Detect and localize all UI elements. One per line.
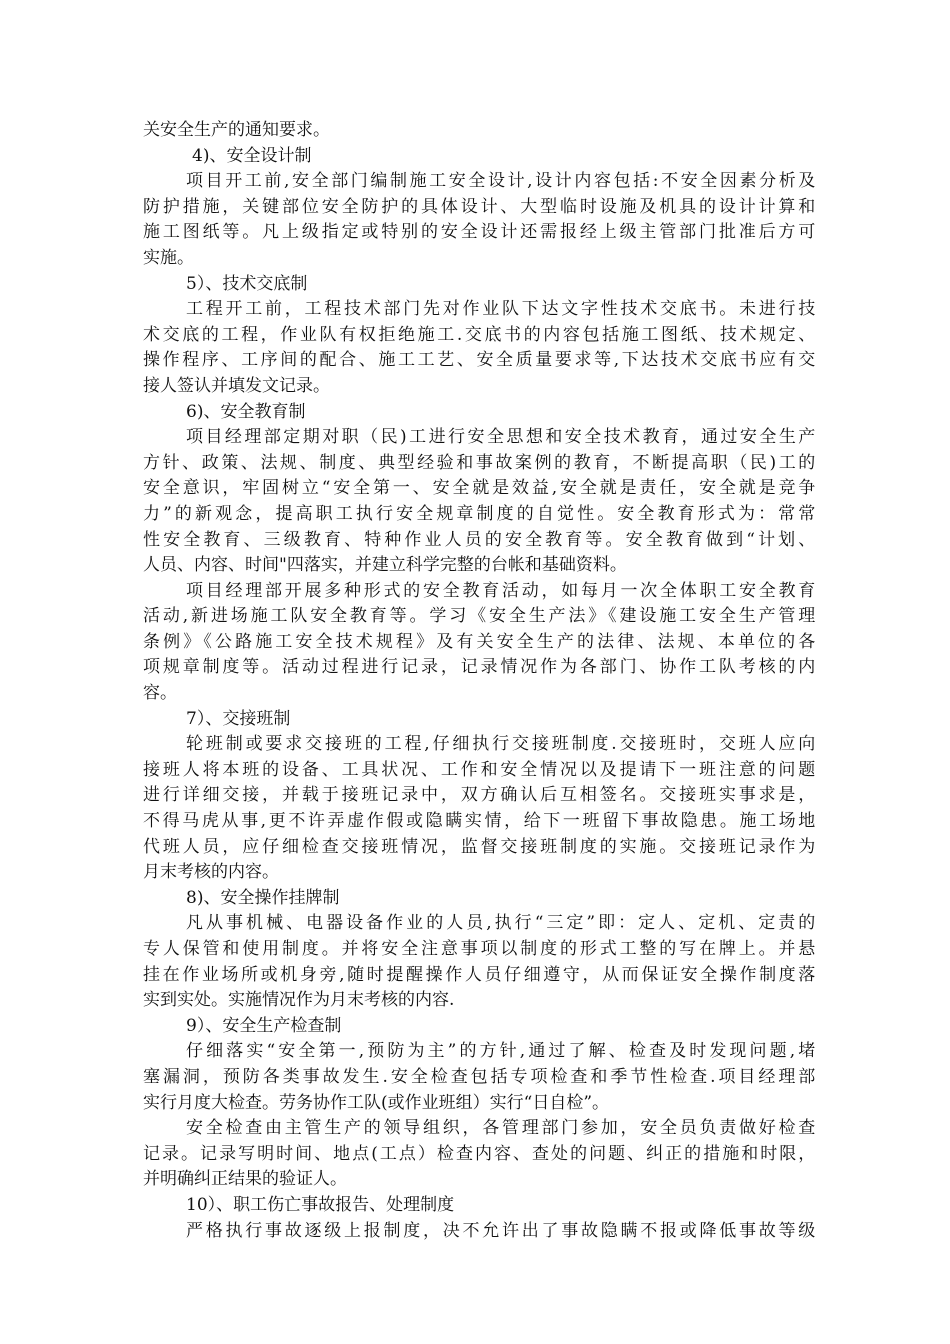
text-line: 实到实处。实施情况作为月末考核的内容. xyxy=(143,990,455,1011)
section-heading-6: 6)、安全教育制 xyxy=(186,401,306,422)
text-line: 项目经理部定期对职（民)工进行安全思想和安全技术教育，通过安全生产 xyxy=(186,427,815,448)
text-line: 轮班制或要求交接班的工程,仔细执行交接班制度.交接班时，交班人应向 xyxy=(186,734,815,755)
text-line: 力”的新观念，提高职工执行安全规章制度的自觉性。安全教育形式为：常常 xyxy=(143,503,815,524)
section-heading-7: 7）、交接班制 xyxy=(186,708,291,729)
text-line: 不得马虎从事,更不许弄虚作假或隐瞒实情，给下一班留下事故隐患。施工场地 xyxy=(143,811,815,832)
text-line: 月末考核的内容。 xyxy=(143,862,279,883)
text-line: 安全检查由主管生产的领导组织，各管理部门参加，安全员负责做好检查 xyxy=(186,1118,815,1139)
text-line: 实施。 xyxy=(143,247,194,268)
text-line: 性安全教育、三级教育、特种作业人员的安全教育等。安全教育做到“计划、 xyxy=(143,529,815,550)
text-line: 条例》《公路施工安全技术规程》及有关安全生产的法律、法规、本单位的各 xyxy=(143,631,815,652)
text-line: 术交底的工程，作业队有权拒绝施工.交底书的内容包括施工图纸、技术规定、 xyxy=(143,324,815,345)
section-heading-5: 5）、技术交底制 xyxy=(186,273,308,294)
text-line: 施工图纸等。凡上级指定或特别的安全设计还需报经上级主管部门批准后方可 xyxy=(143,222,815,243)
text-line: 项目经理部开展多种形式的安全教育活动，如每月一次全体职工安全教育 xyxy=(186,580,815,601)
text-line: 工程开工前，工程技术部门先对作业队下达文字性技术交底书。未进行技 xyxy=(186,299,815,320)
text-line: 挂在作业场所或机身旁,随时提醒操作人员仔细遵守，从而保证安全操作制度落 xyxy=(143,964,815,985)
text-line: 防护措施，关键部位安全防护的具体设计、大型临时设施及机具的设计计算和 xyxy=(143,196,815,217)
section-heading-9: 9）、安全生产检查制 xyxy=(186,1015,342,1036)
text-line: 项目开工前,安全部门编制施工安全设计,设计内容包括:不安全因素分析及 xyxy=(186,171,815,192)
text-line: 实行月度大检查。劳务协作工队(或作业班组）实行“日自检”。 xyxy=(143,1092,610,1113)
text-line: 项规章制度等。活动过程进行记录，记录情况作为各部门、协作工队考核的内 xyxy=(143,657,815,678)
section-heading-8: 8)、安全操作挂牌制 xyxy=(186,887,340,908)
text-line: 塞漏洞，预防各类事故发生.安全检查包括专项检查和季节性检查.项目经理部 xyxy=(143,1066,815,1087)
text-line: 严格执行事故逐级上报制度，决不允许出了事故隐瞒不报或降低事故等级 xyxy=(186,1220,815,1241)
text-line: 安全意识，牢固树立“安全第一、安全就是效益,安全就是责任，安全就是竞争 xyxy=(143,478,815,499)
text-line: 凡从事机械、电器设备作业的人员,执行“三定”即：定人、定机、定责的 xyxy=(186,913,815,934)
text-line: 操作程序、工序间的配合、施工工艺、安全质量要求等,下达技术交底书应有交 xyxy=(143,350,815,371)
text-line: 接班人将本班的设备、工具状况、工作和安全情况以及提请下一班注意的问题 xyxy=(143,759,815,780)
text-line: 人员、内容、时间"四落实，并建立科学完整的台帐和基础资料。 xyxy=(143,555,627,576)
text-line: 并明确纠正结果的验证人。 xyxy=(143,1169,347,1190)
document-page xyxy=(143,118,815,1244)
section-heading-4: 4)、安全设计制 xyxy=(192,145,312,166)
section-heading-10: 10）、职工伤亡事故报告、处理制度 xyxy=(186,1194,455,1215)
text-line: 代班人员，应仔细检查交接班情况，监督交接班制度的实施。交接班记录作为 xyxy=(143,836,815,857)
text-line: 专人保管和使用制度。并将安全注意事项以制度的形式工整的写在牌上。并悬 xyxy=(143,939,815,959)
text-line: 仔细落实“安全第一,预防为主”的方针,通过了解、检查及时发现问题,堵 xyxy=(186,1041,815,1062)
text-line: 关安全生产的通知要求。 xyxy=(143,120,330,140)
text-line: 方针、政策、法规、制度、典型经验和事故案例的教育，不断提高职（民)工的 xyxy=(143,452,815,473)
text-line: 记录。记录写明时间、地点(工点）检查内容、查处的问题、纠正的措施和时限， xyxy=(143,1143,815,1164)
text-line: 接人签认并填发文记录。 xyxy=(143,375,330,396)
text-line: 进行详细交接，并载于接班记录中，双方确认后互相签名。交接班实事求是， xyxy=(143,785,815,806)
text-line: 容。 xyxy=(143,683,177,704)
text-line: 活动,新进场施工队安全教育等。学习《安全生产法》《建设施工安全生产管理 xyxy=(143,606,815,627)
